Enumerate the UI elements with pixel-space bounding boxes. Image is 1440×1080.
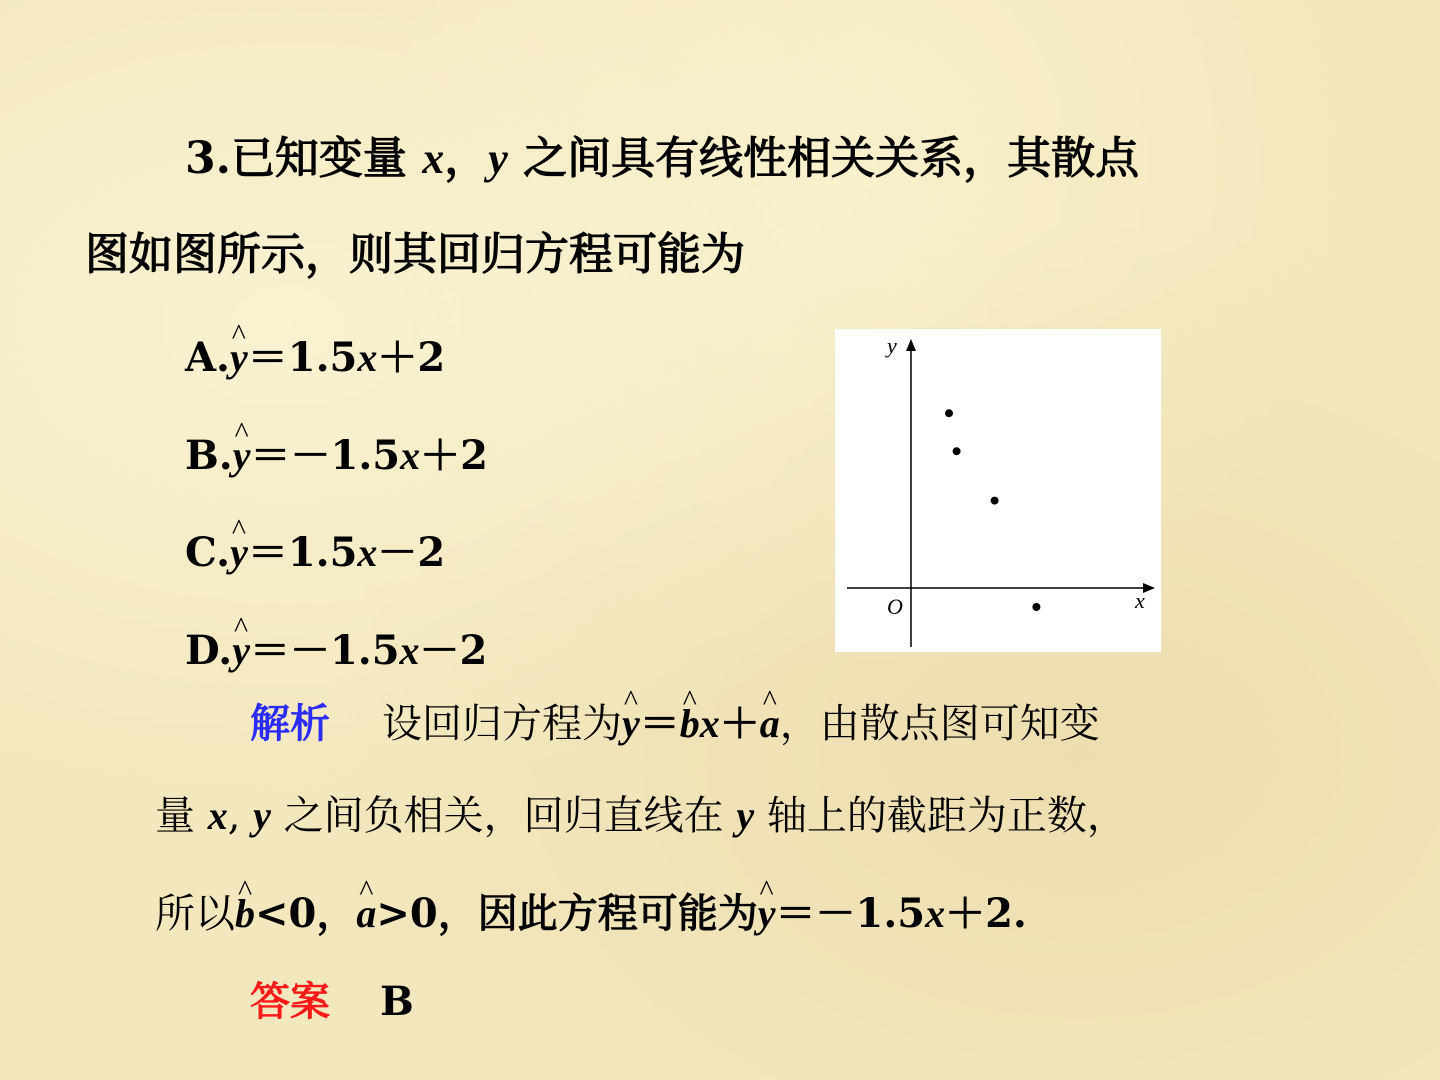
- scatter-point: [953, 447, 961, 455]
- question-number: 3.: [185, 133, 231, 184]
- scatter-point: [945, 409, 953, 417]
- answer-label: 答案: [250, 978, 330, 1025]
- option-c: C.^ y＝1.5x－2: [185, 521, 445, 578]
- option-a: A.^ y＝1.5x＋2: [185, 326, 445, 383]
- option-b: B.^ y＝－1.5x＋2: [185, 424, 488, 481]
- y-axis-label: y: [887, 333, 897, 358]
- answer-line: [250, 970, 414, 1027]
- answer-value: B: [380, 978, 414, 1025]
- scatter-plot: [835, 329, 1161, 652]
- question-line-1: 3.已知变量 x，y 之间具有线性相关关系，其散点: [185, 133, 1140, 184]
- analysis-line-2: 量 x, y 之间负相关，回归直线在 y 轴上的截距为正数，: [155, 793, 1127, 839]
- analysis-line-3: 所以^ b<0，^ a>0，因此方程可能为^ y＝－1.5x＋2.: [155, 882, 1027, 939]
- scatter-point: [991, 497, 999, 505]
- scatter-point: [1032, 603, 1040, 611]
- y-axis-arrow: [906, 339, 916, 351]
- scatter-points: [945, 409, 1040, 611]
- question-line-2: 图如图所示，则其回归方程可能为: [85, 229, 745, 280]
- option-d: D.^ y＝－1.5x－2: [185, 619, 487, 676]
- x-axis-label: x: [1135, 588, 1145, 613]
- analysis-line-1: 解析 设回归方程为^ y＝^ bx＋^ a，由散点图可知变: [250, 692, 1100, 749]
- origin-label: O: [887, 594, 903, 619]
- x-axis-arrow: [1143, 583, 1155, 593]
- analysis-label: 解析: [250, 700, 330, 747]
- scatter-plot-svg: [835, 329, 1161, 652]
